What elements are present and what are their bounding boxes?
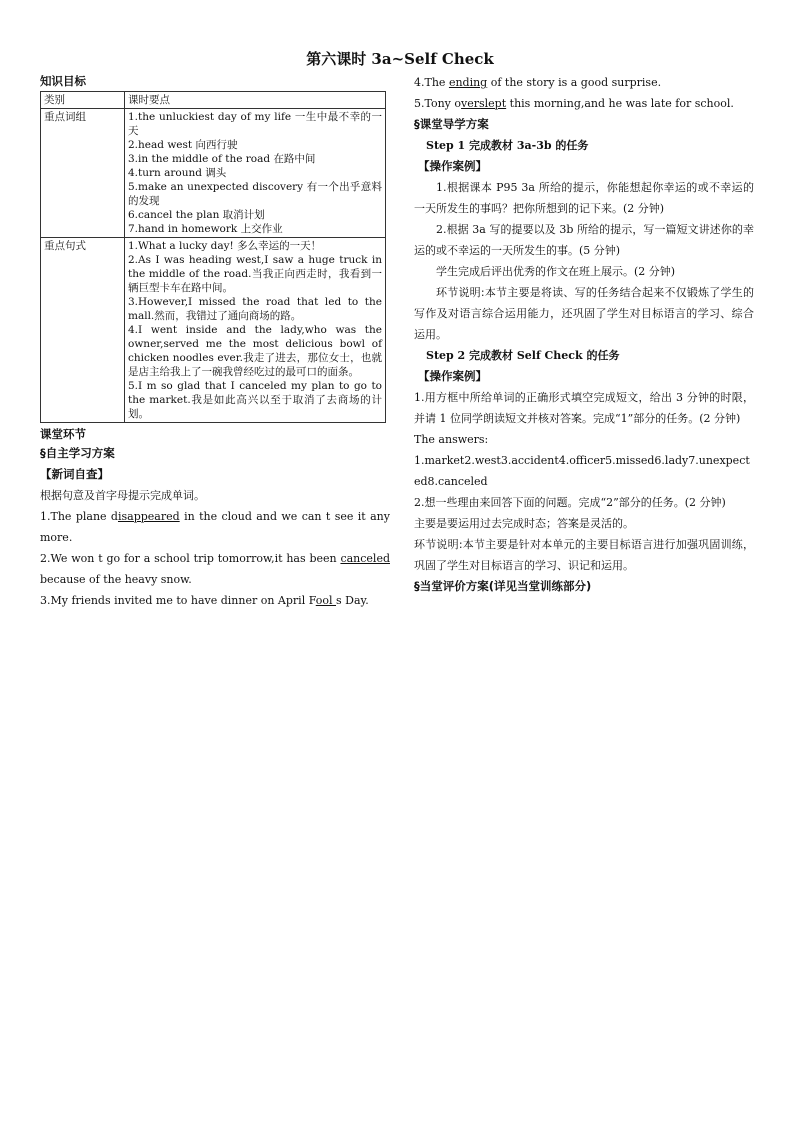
- answers-label: The answers:: [414, 433, 489, 446]
- question-5: [414, 93, 754, 114]
- step2-title: Step 2 完成教材 Self Check 的任务: [426, 349, 620, 362]
- q1-text-after: in the cloud and we can t see it any more.: [40, 510, 390, 544]
- row-items: [125, 109, 386, 238]
- phrase-item: 2.head west 向西行驶: [128, 139, 238, 151]
- self-study-heading: §自主学习方案: [40, 446, 115, 460]
- step1-p1: 1.根据课本 P95 3a 所给的提示，你能想起你幸运的或不幸运的一天所发生的事吗？把你所想到的记下来。(2 分钟): [414, 181, 754, 215]
- evaluation-heading: §当堂评价方案(详见当堂训练部分): [414, 579, 592, 593]
- table-row: [41, 238, 386, 423]
- table-header-points: 课时要点: [125, 92, 386, 109]
- step1-p3: 学生完成后评出优秀的作文在班上展示。(2 分钟): [436, 265, 676, 278]
- table-header-row: [41, 92, 386, 109]
- sentence-item: 4.I went inside and the lady,who was the owner,served me the most delicious bowl of chicken noodles ever.我走了进去，那位女士，也就是店主给我上了一碗我曾经吃过的最可口的面条。: [128, 324, 382, 378]
- q1-text-before: 1.The plane d: [40, 510, 118, 523]
- q2-text-after: because of the heavy snow.: [40, 573, 192, 586]
- step1-title: Step 1 完成教材 3a-3b 的任务: [426, 139, 589, 152]
- sentence-item: 1.What a lucky day! 多么幸运的一天！: [128, 240, 322, 252]
- sentence-item: 2.As I was heading west,I saw a huge truck in the middle of the road.当我正向西走时，我看到一辆巨型卡车在路中间。: [128, 254, 382, 294]
- q3-answer: ool: [315, 594, 337, 607]
- q4-text-before: 4.The: [414, 76, 449, 89]
- q3-text-after: s Day.: [336, 594, 369, 607]
- step2-p2: 2.想一些理由来回答下面的问题。完成“2”部分的任务。(2 分钟): [414, 496, 726, 509]
- phrase-item: 1.the unluckiest day of my life 一生中最不幸的一天: [128, 111, 382, 137]
- q5-text-after: this morning,and he was late for school.: [506, 97, 734, 110]
- phrase-item: 5.make an unexpected discovery 有一个出乎意料的发现: [128, 181, 382, 207]
- q4-text-after: of the story is a good surprise.: [487, 76, 662, 89]
- knowledge-heading: 知识目标: [40, 74, 86, 88]
- q2-answer: canceled: [340, 552, 390, 565]
- right-column: [414, 72, 754, 597]
- step2-p1: 1.用方框中所给单词的正确形式填空完成短文，给出 3 分钟的时限，并请 1 位同学朗读短文并核对答案。完成“1”部分的任务。(2 分钟): [414, 391, 754, 425]
- q1-answer: isappeared: [117, 510, 180, 523]
- phrase-item: 3.in the middle of the road 在路中间: [128, 153, 316, 165]
- phrase-item: 4.turn around 调头: [128, 167, 227, 179]
- question-1: [40, 506, 390, 548]
- q5-answer: verslept: [461, 97, 507, 110]
- step2-note: 环节说明:本节主要是针对本单元的主要目标语言进行加强巩固训练，巩固了学生对目标语言的学习、识记和运用。: [414, 538, 754, 572]
- question-4: [414, 72, 754, 93]
- row-category: 重点句式: [41, 238, 125, 423]
- q5-text-before: 5.Tony o: [414, 97, 462, 110]
- question-3: [40, 590, 390, 611]
- guide-heading: §课堂导学方案: [414, 117, 489, 131]
- table-header-category: 类别: [41, 92, 125, 109]
- step1-p2: 2.根据 3a 写的提要以及 3b 所给的提示，写一篇短文讲述你的幸运的或不幸运的一天所发生的事。(5 分钟): [414, 223, 754, 257]
- step2-p3: 主要是要运用过去完成时态；答案是灵活的。: [414, 517, 634, 530]
- knowledge-table: [40, 91, 386, 423]
- step1-note: 环节说明:本节主要是将读、写的任务结合起来不仅锻炼了学生的写作及对语言综合运用能力，还巩固了学生对目标语言的学习、综合运用。: [414, 286, 754, 341]
- phrase-item: 6.cancel the plan 取消计划: [128, 209, 265, 221]
- row-category: 重点词组: [41, 109, 125, 238]
- step2-case-label: 【操作案例】: [418, 369, 487, 383]
- table-row: [41, 109, 386, 238]
- q4-answer: ending: [448, 76, 488, 89]
- instruction-text: 根据句意及首字母提示完成单词。: [40, 489, 205, 502]
- q2-text-before: 2.We won t go for a school trip tomorrow,it has been: [40, 552, 341, 565]
- left-column: [40, 72, 390, 611]
- sentence-item: 5.I m so glad that I canceled my plan to go to the market.我是如此高兴以至于取消了去商场的计划。: [128, 380, 382, 420]
- new-words-heading: 【新词自查】: [40, 467, 109, 481]
- q3-text-before: 3.My friends invited me to have dinner on April F: [40, 594, 316, 607]
- row-items: [125, 238, 386, 423]
- question-2: [40, 548, 390, 590]
- page-title: 第六课时 3a~Self Check: [306, 50, 494, 68]
- sentence-item: 3.However,I missed the road that led to the mall.然而，我错过了通向商场的路。: [128, 296, 382, 322]
- classroom-heading: 课堂环节: [40, 427, 86, 441]
- answers-text: 1.market2.west3.accident4.officer5.missed6.lady7.unexpected8.canceled: [414, 454, 750, 488]
- step1-case-label: 【操作案例】: [418, 159, 487, 173]
- phrase-item: 7.hand in homework 上交作业: [128, 223, 283, 235]
